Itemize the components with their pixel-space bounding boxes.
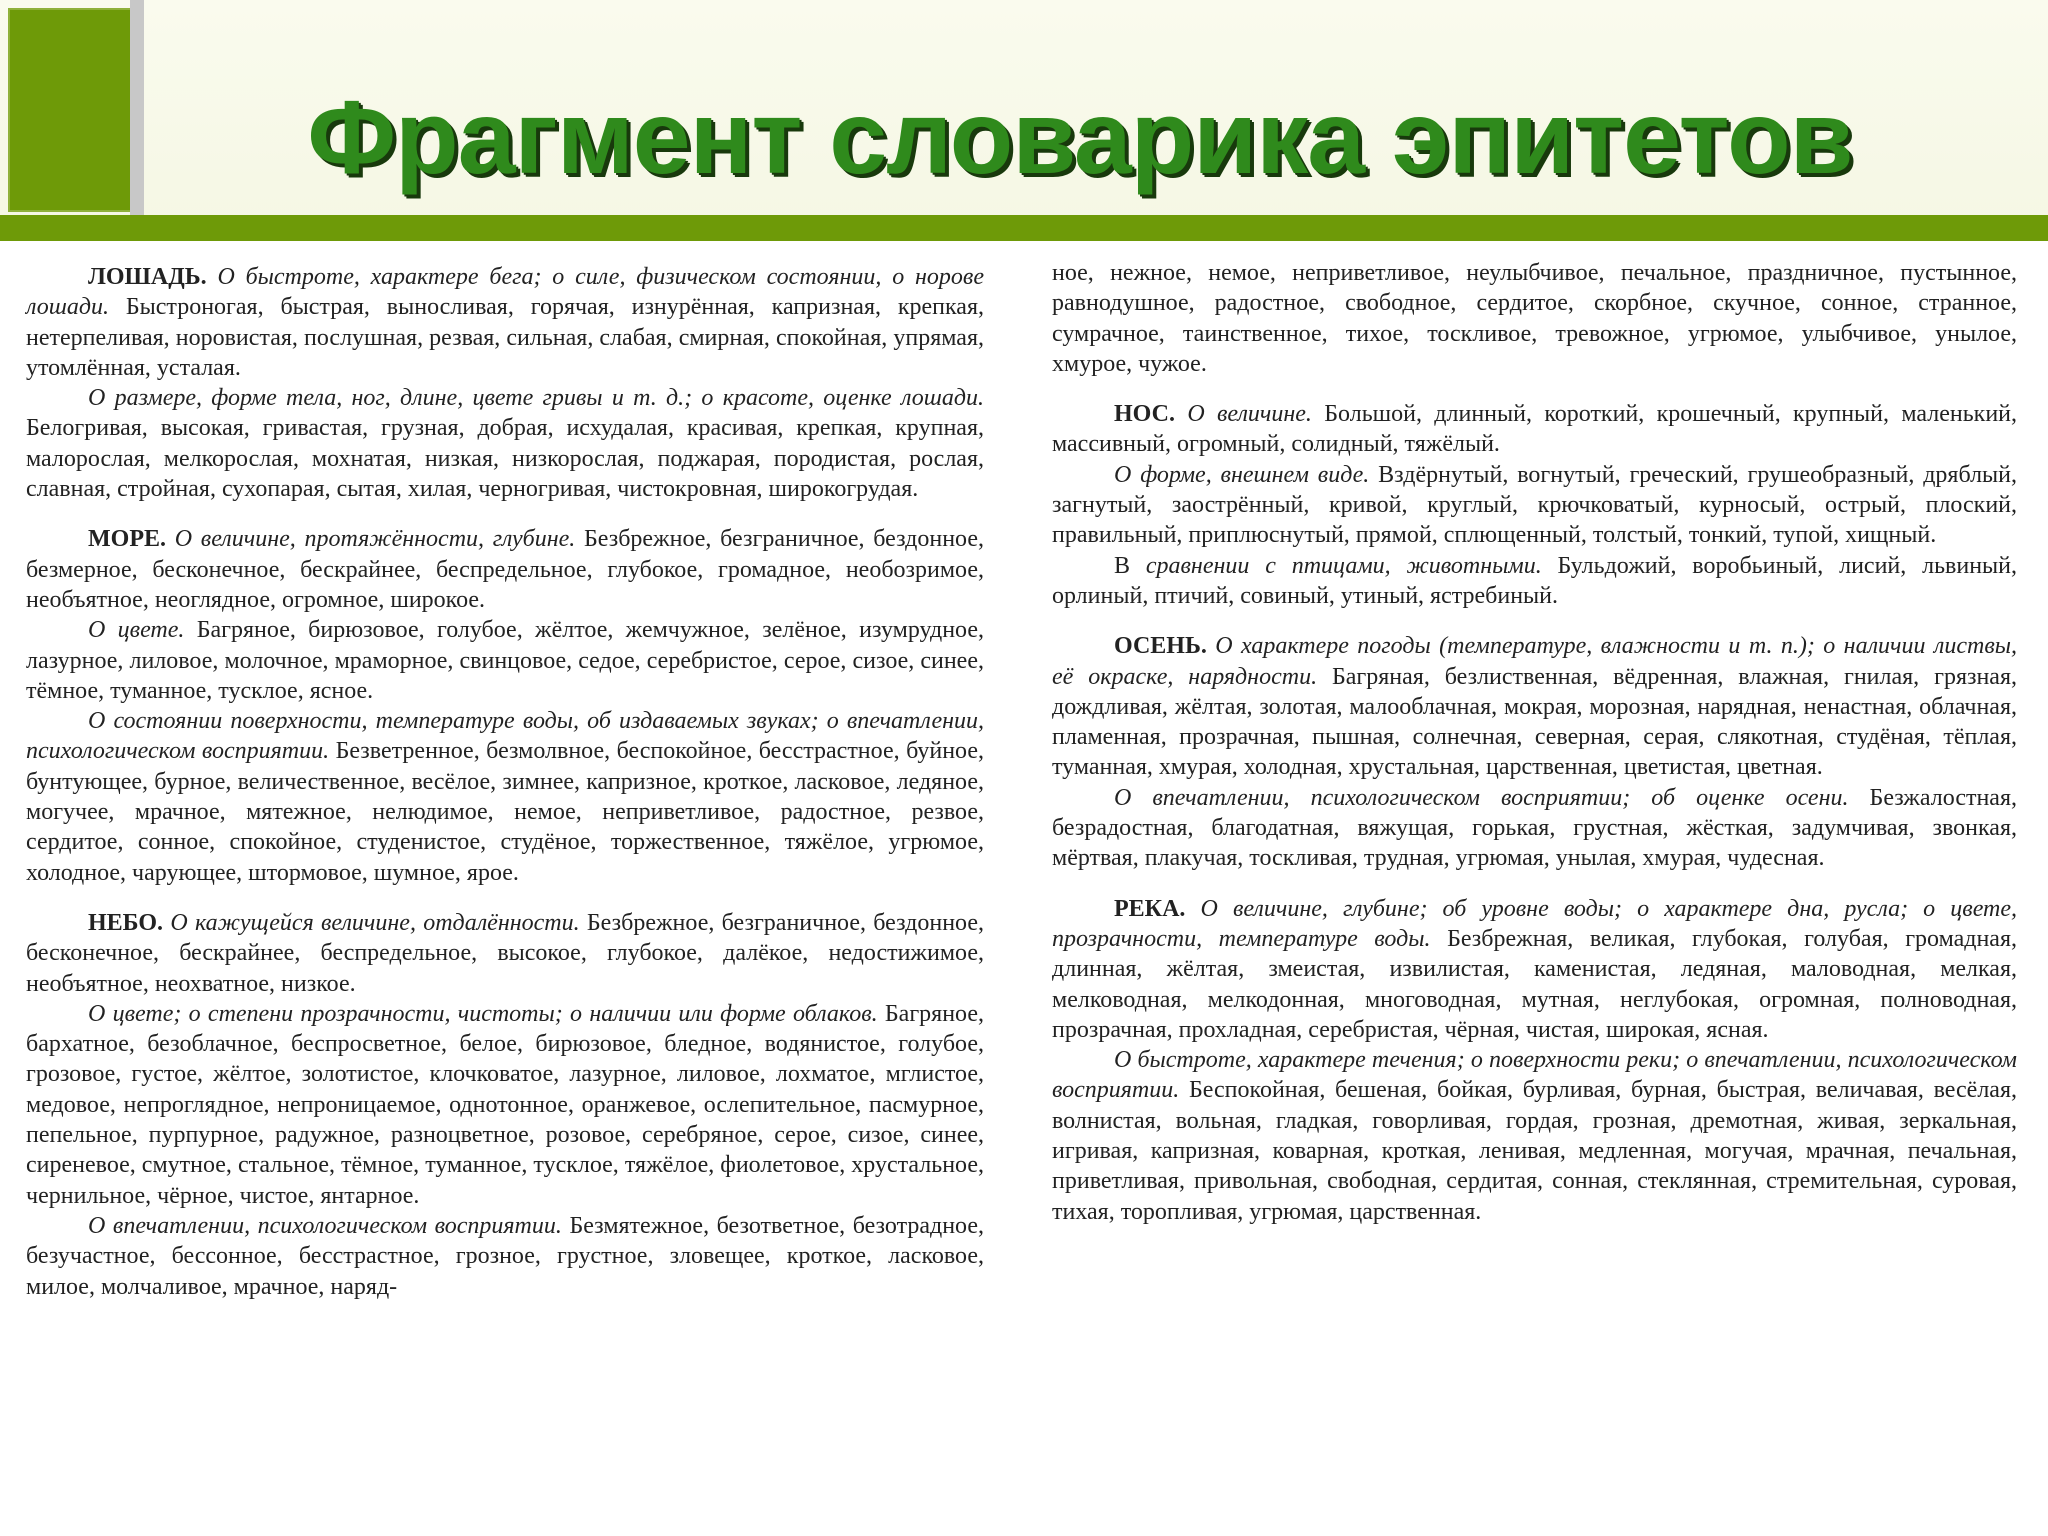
usage-note: О состоянии поверхности, температуре воды, об издаваемых звуках; о впечатлении, психологическом восприятии.: [26, 708, 984, 765]
usage-note: О впечатлении, психологическом восприятии.: [88, 1212, 562, 1239]
headword: НОС.: [1114, 401, 1175, 428]
epithets: Багряное, бархатное, безоблачное, беспросветное, белое, бирюзовое, бледное, водянистое, голубое, грозовое, густое, жёлтое, золотистое, клочковатое, лазурное, лиловое, лохматое, мглистое, медовое, непроглядное, непроницаемое, однотонное, оранжевое, ослепительное, пасмурное, пепельное, пурпурное, радужное, разноцветное, розовое, серебряное, серое, сизое, синее, сиреневое, смутное, стальное, тёмное, туманное, тусклое, тяжёлое, фиолетовое, хрустальное, чернильное, чёрное, чистое, янтарное.: [26, 1000, 984, 1209]
entry-continuation: ное, нежное, немое, неприветливое, неулыбчивое, печальное, праздничное, пустынное, равнодушное, радостное, свободное, сердитое, скорбное, скучное, сонное, странное, сумрачное, таинственное, тихое, тоскливое, тревожное, угрюмое, улыбчивое, унылое, хмурое, чужое.: [1052, 260, 2017, 377]
usage-note: О быстроте, характере бега; о силе, физическом состоянии, о норове лошади.: [26, 264, 984, 321]
right-column: [1052, 258, 2017, 1227]
usage-note: О быстроте, характере течения; о поверхности реки; о впечатлении, психологическом восприятии.: [1052, 1047, 2017, 1104]
epithets: Быстроногая, быстрая, выносливая, горячая, изнурённая, капризная, крепкая, нетерпеливая, норовистая, послушная, резвая, сильная, слабая, смирная, спокойная, упрямая, утомлённая, усталая.: [26, 294, 984, 381]
entry-sense: [1052, 460, 2017, 551]
usage-note: О впечатлении, психологическом восприятии; об оценке осени.: [1114, 784, 1849, 811]
usage-note: О форме, внешнем виде.: [1114, 461, 1370, 488]
epithets: Безбрежное, безграничное, бездонное, безмерное, бесконечное, бескрайнее, беспредельное, глубокое, громадное, необозримое, необъятное, неоглядное, огромное, широкое.: [26, 526, 984, 613]
accent-square: [8, 8, 134, 212]
usage-note: О цвете; о степени прозрачности, чистоты; о наличии или форме облаков.: [88, 1000, 878, 1027]
epithets: Бульдожий, воробьиный, лисий, львиный, орлиный, птичий, совиный, утиный, ястребиный.: [1052, 552, 2017, 609]
epithets: Большой, длинный, короткий, крошечный, крупный, маленький, массивный, огромный, солидный, тяжёлый.: [1052, 401, 2018, 458]
entry-sense: [26, 1211, 984, 1302]
headword: РЕКА.: [1114, 895, 1186, 922]
usage-note: О размере, форме тела, ног, длине, цвете гривы и т. д.; о красоте, оценке лошади.: [88, 385, 984, 412]
left-column: [26, 262, 984, 1302]
usage-note: О цвете.: [88, 617, 185, 644]
headword: ЛОШАДЬ.: [88, 264, 207, 290]
usage-prefix: В: [1114, 552, 1146, 579]
entry-sense: [1052, 551, 2017, 612]
entry-reka: [1052, 894, 2017, 1045]
entry-sense: [26, 615, 984, 706]
entry-sense: [26, 999, 984, 1211]
entry-osen: [1052, 631, 2017, 782]
entry-nos: [1052, 399, 2017, 460]
usage-note: О величине.: [1187, 401, 1312, 428]
headword: ОСЕНЬ.: [1114, 633, 1207, 660]
entry-sense: [26, 706, 984, 888]
epithets: Багряная, безлиственная, вёдренная, влажная, гнилая, грязная, дождливая, жёлтая, золотая, малооблачная, мокрая, морозная, нарядная, ненастная, облачная, пламенная, прозрачная, пышная, солнечная, северная, серая, слякотная, студёная, тёплая, туманная, хмурая, холодная, хрустальная, царственная, цветистая, цветная.: [1052, 663, 2017, 781]
epithets: Багряное, бирюзовое, голубое, жёлтое, жемчужное, зелёное, изумрудное, лазурное, лиловое, молочное, мраморное, свинцовое, седое, серебристое, серое, сизое, синее, тёмное, туманное, тусклое, ясное.: [26, 617, 984, 704]
usage-note: О величине, протяжённости, глубине.: [174, 526, 576, 553]
usage-note: О характере погоды (температуре, влажности и т. п.); о наличии листвы, её окраске, нарядности.: [1052, 633, 2018, 690]
epithets: Беспокойная, бешеная, бойкая, бурливая, бурная, быстрая, величавая, весёлая, волнистая, вольная, гладкая, говорливая, гордая, грозная, дремотная, живая, зеркальная, игривая, капризная, коварная, кроткая, ленивая, медленная, могучая, мрачная, печальная, приветливая, привольная, свободная, сердитая, сонная, стеклянная, стремительная, суровая, тихая, торопливая, угрюмая, царственная.: [1052, 1077, 2017, 1225]
epithets: Безбрежная, великая, глубокая, голубая, громадная, длинная, жёлтая, змеистая, извилистая, каменистая, ледяная, маловодная, мелкая, мелководная, мелкодонная, многоводная, мутная, неглубокая, огромная, полноводная, прозрачная, прохладная, серебристая, чёрная, чистая, широкая, ясная.: [1052, 925, 2017, 1043]
headword: НЕБО.: [88, 909, 164, 936]
slide-title: Фрагмент словарика эпитетов: [307, 80, 1853, 196]
entry-more: [26, 524, 984, 615]
usage-note: сравнении с птицами, животными.: [1145, 552, 1542, 579]
headword: МОРЕ.: [88, 526, 166, 553]
epithets: Безбрежное, безграничное, бездонное, бесконечное, бескрайнее, беспредельное, высокое, глубокое, далёкое, недостижимое, необъятное, неохватное, низкое.: [26, 909, 984, 997]
accent-bar: [130, 0, 144, 232]
entry-loshad: [26, 262, 984, 383]
epithets: Вздёрнутый, вогнутый, греческий, грушеобразный, дряблый, загнутый, заострённый, кривой, круглый, крючковатый, курносый, острый, плоский, правильный, приплюснутый, прямой, сплющенный, толстый, тонкий, тупой, хищный.: [1052, 461, 2018, 549]
entry-sense: [1052, 1045, 2017, 1227]
epithets: Белогривая, высокая, гривастая, грузная, добрая, исхудалая, красивая, крепкая, крупная, малорослая, мелкорослая, мохнатая, низкая, низкорослая, поджарая, породистая, рослая, славная, стройная, сухопарая, сытая, хилая, черногривая, чистокровная, широкогрудая.: [26, 415, 984, 503]
usage-note: О кажущейся величине, отдалённости.: [170, 909, 580, 936]
epithets: Безмятежное, безответное, безотрадное, безучастное, бессонное, бесстрастное, грозное, грустное, зловещее, кроткое, ласковое, милое, молчаливое, мрачное, наряд-: [26, 1212, 984, 1300]
entry-sense: [1052, 783, 2017, 874]
entry-sense: [26, 383, 984, 504]
epithets: Безветренное, безмолвное, беспокойное, бесстрастное, буйное, бунтующее, бурное, величественное, весёлое, зимнее, капризное, кроткое, ласковое, ледяное, могучее, мрачное, мятежное, нелюдимое, немое, неприветливое, радостное, резвое, сердитое, сонное, спокойное, студенистое, студёное, торжественное, тяжёлое, угрюмое, холодное, чарующее, штормовое, шумное, ярое.: [26, 738, 985, 886]
slide-header: [0, 0, 2048, 232]
epithets: Безжалостная, безрадостная, благодатная, вяжущая, горькая, грустная, жёсткая, задумчивая, звонкая, мёртвая, плакучая, тоскливая, трудная, угрюмая, унылая, хмурая, чудесная.: [1052, 784, 2017, 872]
header-rule: [0, 215, 2048, 241]
entry-nebo: [26, 908, 984, 999]
usage-note: О величине, глубине; об уровне воды; о характере дна, русла; о цвете, прозрачности, температуре воды.: [1052, 895, 2018, 952]
